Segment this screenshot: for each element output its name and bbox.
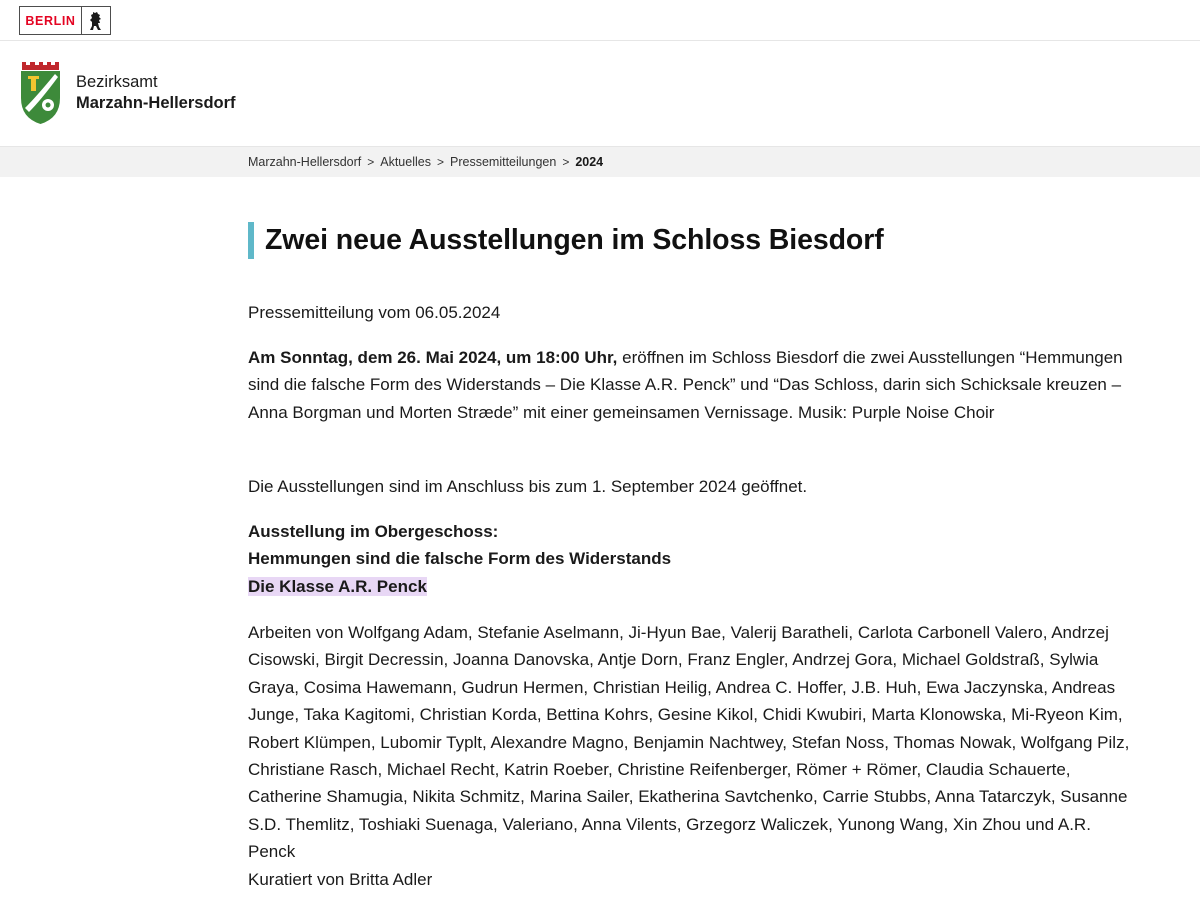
intro-text: eröffnen im Schloss Biesdorf die zwei Ausstellungen “Hemmungen sind die falsche Form des Widerstands – Die Klasse A.R. Penck” und “Das Schloss, darin sich Schicksale kreuzen – Anna Borgman und Morten Stræde” mit einer gemeinsamen Vernissage. Musik: Purple Noise Choir: [248, 348, 1123, 422]
curator-line: Kuratiert von Britta Adler: [248, 869, 433, 889]
opening-period: Die Ausstellungen sind im Anschluss bis zum 1. September 2024 geöffnet.: [248, 477, 808, 496]
title-accent-bar: [248, 222, 254, 259]
exhibition-subtitle: Die Klasse A.R. Penck: [248, 576, 427, 596]
breadcrumb-item-marzahn-hellersdorf[interactable]: Marzahn-Hellersdorf: [248, 155, 362, 169]
berlin-bear-icon: [82, 7, 110, 34]
exhibition-heading: [248, 518, 671, 600]
exhibition-floor: Ausstellung im Obergeschoss:: [248, 522, 499, 541]
page-title: Zwei neue Ausstellungen im Schloss Biesdorf: [265, 224, 884, 256]
intro-bold: Am Sonntag, dem 26. Mai 2024, um 18:00 Uhr,: [248, 348, 618, 367]
artists-paragraph: [248, 619, 1138, 893]
breadcrumb-current: 2024: [575, 155, 604, 169]
artists-list: Arbeiten von Wolfgang Adam, Stefanie Aselmann, Ji-Hyun Bae, Valerij Baratheli, Carlota Carbonell Valero, Andrzej Cisowski, Birgit Decressin, Joanna Danovska, Antje Dorn, Franz Engler, Andrzej Gora, Michael Goldstraß, Sylwia Graya, Cosima Hawemann, Gudrun Hermen, Christian Heilig, Andrea C. Hoffer, J.B. Huh, Ewa Jaczynska, Andreas Junge, Taka Kagitomi, Christian Korda, Bettina Kohrs, Gesine Kikol, Chidi Kwubiri, Marta Klonowska, Mi-Ryeon Kim, Robert Klümpen, Lubomir Typlt, Alexandre Magno, Benjamin Nachtwey, Stefan Noss, Thomas Nowak, Wolfgang Pilz, Christiane Rasch, Michael Recht, Katrin Roeber, Christine Reifenberger, Römer + Römer, Claudia Schauerte, Catherine Shamugia, Nikita Schmitz, Marina Sailer, Ekatherina Savtchenko, Carrie Stubbs, Anna Tatarczyk, Susanne S.D. Themlitz, Toshiaki Suenaga, Valeriano, Anna Vilents, Grzegorz Waliczek, Yunong Wang, Xin Zhou und A.R. Penck: [248, 623, 1130, 862]
top-bar: [0, 0, 1200, 41]
office-label: Bezirksamt: [76, 73, 158, 91]
berlin-wordmark: BERLIN: [20, 7, 82, 34]
breadcrumb-item-aktuelles[interactable]: Aktuelles: [380, 155, 431, 169]
press-release-date: Pressemitteilung vom 06.05.2024: [248, 303, 501, 322]
district-name: Marzahn-Hellersdorf: [76, 94, 236, 112]
breadcrumb-bar: [0, 146, 1200, 177]
breadcrumb-separator: >: [562, 155, 570, 169]
breadcrumb: [248, 155, 603, 169]
berlin-logo-link[interactable]: [19, 6, 111, 35]
exhibition-title: Hemmungen sind die falsche Form des Widerstands: [248, 549, 672, 569]
breadcrumb-separator: >: [436, 155, 444, 169]
marzahn-hellersdorf-coat-of-arms-icon: [19, 58, 62, 125]
page-title-wrap: [248, 222, 1148, 259]
breadcrumb-item-pressemitteilungen[interactable]: Pressemitteilungen: [450, 155, 557, 169]
breadcrumb-separator: >: [367, 155, 375, 169]
district-office-name[interactable]: [76, 72, 236, 114]
intro-paragraph: [248, 344, 1138, 426]
article: [248, 222, 1148, 889]
site-header: [0, 41, 1200, 146]
